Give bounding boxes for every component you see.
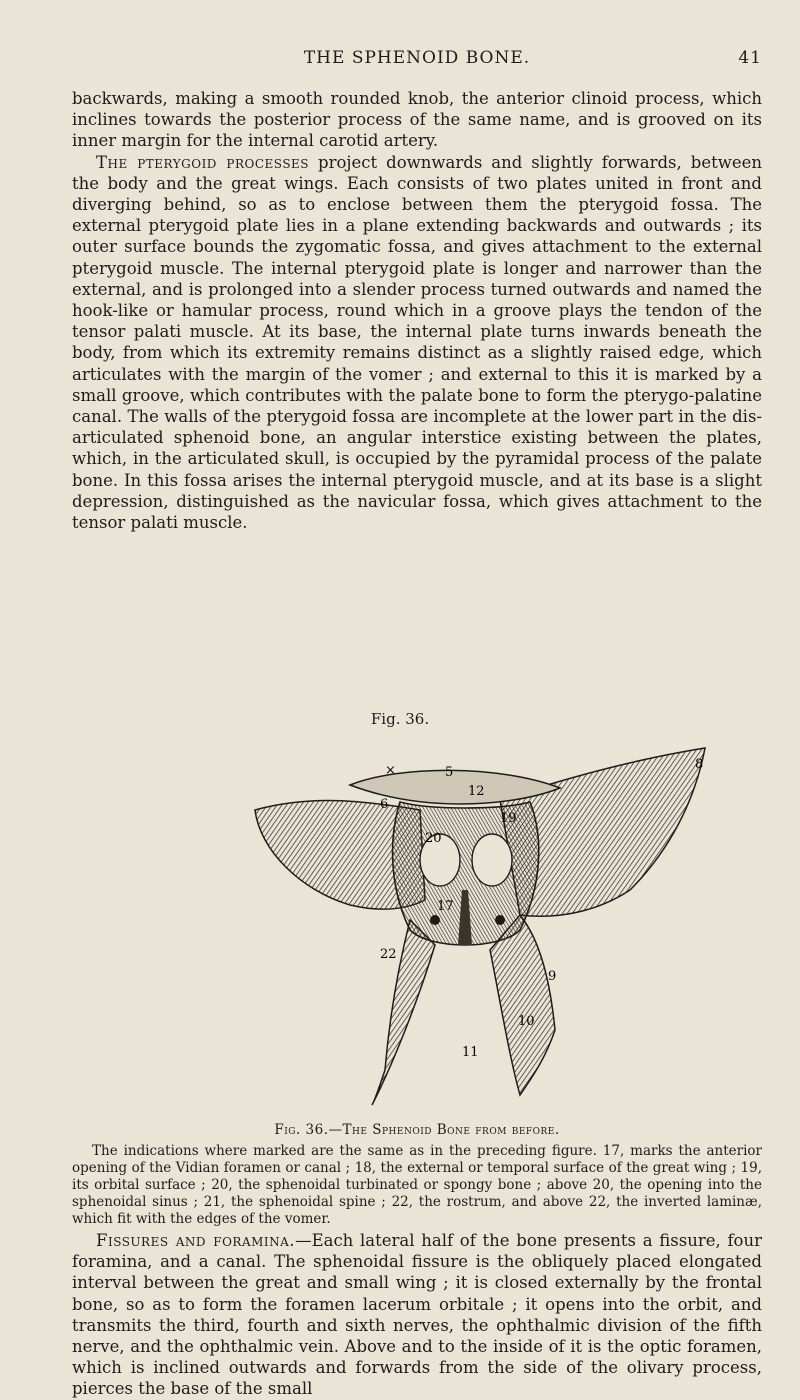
right-sinus-opening	[472, 834, 512, 886]
running-title: THE SPHENOID BONE.	[303, 48, 531, 68]
fissures-text: —Each lateral half of the bone presents a fissure, four foramina, and a canal. The sphenoidal fissure is the obliquely placed elongated interval between the great and small wing ; it is closed externally by the frontal bone, so as to form the foramen lacerum orbitale ; it opens into the orbit, and transmits the third, fourth and sixth nerves, the ophthalmic division of the fifth nerve, and the ophthalmic vein. Above and to the inside of it is the optic foramen, which is inclined outwards and forwards from the side of the olivary process, pierces the base of the small	[72, 1231, 762, 1399]
fissures-lead: Fissures and foramina.	[96, 1231, 296, 1250]
figure-number-19: 19	[500, 811, 517, 826]
figure-number-20: 20	[425, 831, 442, 846]
right-pterygoid-process	[490, 915, 555, 1095]
lower-text	[72, 1230, 762, 1400]
figure-number-12: 12	[468, 784, 485, 799]
figure-label: Fig. 36.	[370, 710, 430, 728]
sphenoid-bone-illustration	[200, 740, 720, 1110]
figure-number-17: 17	[437, 899, 454, 914]
paragraph-pterygoid	[72, 152, 762, 534]
figure-number-11: 11	[462, 1045, 479, 1060]
caption-text: The indications where marked are the same as in the preceding figure. 17, marks the anterior opening of the Vidian foramen or canal ; 18, the external or temporal surface of the great wing ; 19, its orbital surface ; 20, the sphenoidal turbinated or spongy bone ; above 20, the opening into the sphenoidal sinus ; 21, the sphenoidal spine ; 22, the rostrum, and above 22, the inverted laminæ, which fit with the edges of the vomer.	[72, 1143, 762, 1227]
figure-number-5: 5	[445, 765, 454, 780]
figure-number-6: 6	[380, 797, 389, 812]
figure-number-22: 22	[380, 947, 397, 962]
paragraph-fissures	[72, 1230, 762, 1400]
paragraph-anterior-clinoid: backwards, making a smooth rounded knob, the anterior clinoid process, which inclines towards the posterior process of the same name, and is grooved on its inner margin for the internal carotid artery.	[72, 89, 762, 151]
caption-title: Fig. 36.—The Sphenoid Bone from before.	[274, 1122, 560, 1138]
page-number: 41	[738, 48, 762, 68]
figure-number-10: 10	[518, 1014, 535, 1029]
figure-cross-mark: ×	[385, 763, 396, 778]
left-vidian-foramen	[430, 915, 440, 925]
figure-caption	[72, 1122, 762, 1228]
figure-number-8: 8	[695, 757, 704, 772]
pterygoid-text: project downwards and slightly forwards, between the body and the great wings. Each consists of two plates united in front and diverging behind, so as to enclose between them the pterygoid fossa. The external pterygoid plate lies in a plane extending backwards and outwards ; its outer surface bounds the zygomatic fossa, and gives attachment to the external pterygoid muscle. The internal pterygoid plate is longer and narrower than the external, and is prolonged into a slender process turned outwards and named the hook-like or hamular process, round which in a groove plays the tendon of the tensor palati muscle. At its base, the internal plate turns inwards beneath the body, from which its extremity remains distinct as a slightly raised edge, which articulates with the margin of the vomer ; and external to this it is marked by a small groove, which contributes with the palate bone to form the pterygo-palatine canal. The walls of the pterygoid fossa are incomplete at the lower part in the dis-articulated sphenoid bone, an angular interstice existing between the plates, which, in the articulated skull, is occupied by the pyramidal process of the palate bone. In this fossa arises the internal pterygoid muscle, and at its base is a slight depression, distinguished as the navicular fossa, which gives attachment to the tensor palati muscle.	[72, 152, 762, 533]
running-header	[72, 48, 762, 74]
sphenoid-bone-engraving	[200, 740, 720, 1110]
right-vidian-foramen	[495, 915, 505, 925]
figure-number-9: 9	[548, 969, 557, 984]
pterygoid-lead: The pterygoid processes	[96, 152, 310, 172]
upper-text	[72, 88, 762, 533]
